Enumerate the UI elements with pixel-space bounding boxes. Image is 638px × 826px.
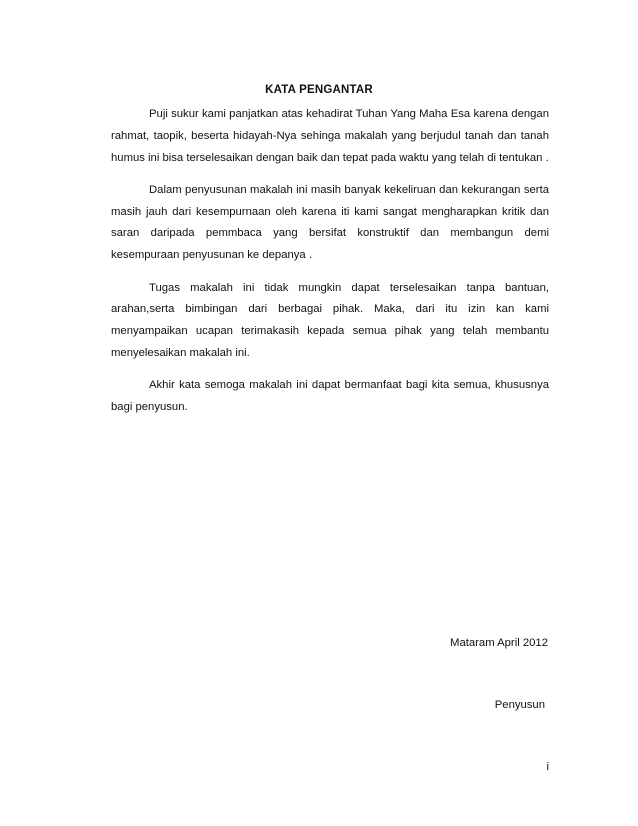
paragraph-3: Tugas makalah ini tidak mungkin dapat terselesaikan tanpa bantuan, arahan,serta bimbingan dari berbagai pihak. Maka, dari itu izin kan kami menyampaikan ucapan terimakasih kepada semua pihak yang telah membantu menyelesaikan makalah ini. xyxy=(111,281,549,359)
paragraph-4: Akhir kata semoga makalah ini dapat bermanfaat bagi kita semua, khususnya bagi penyusun. xyxy=(111,379,549,414)
document-body xyxy=(111,104,549,429)
paragraph-1: Puji sukur kami panjatkan atas kehadirat Tuhan Yang Maha Esa karena dengan rahmat, taopik, beserta hidayah-Nya sehinga makalah yang berjudul tanah dan tanah humus ini bisa terselesaikan dengan baik dan tepat pada waktu yang telah di tentukan . xyxy=(111,108,549,164)
page-number: i xyxy=(546,761,549,773)
closing-place-date: Mataram April 2012 xyxy=(450,637,548,649)
paragraph-2: Dalam penyusunan makalah ini masih banyak kekeliruan dan kekurangan serta masih jauh dari kesempurnaan oleh karena iti kami sangat mengharapkan kritik dan saran daripada pemmbaca yang bersifat konstruktif dan membangun demi kesempuraan penyusunan ke depanya . xyxy=(111,183,549,262)
closing-author: Penyusun xyxy=(494,699,545,711)
page-title: KATA PENGANTAR xyxy=(265,84,373,96)
